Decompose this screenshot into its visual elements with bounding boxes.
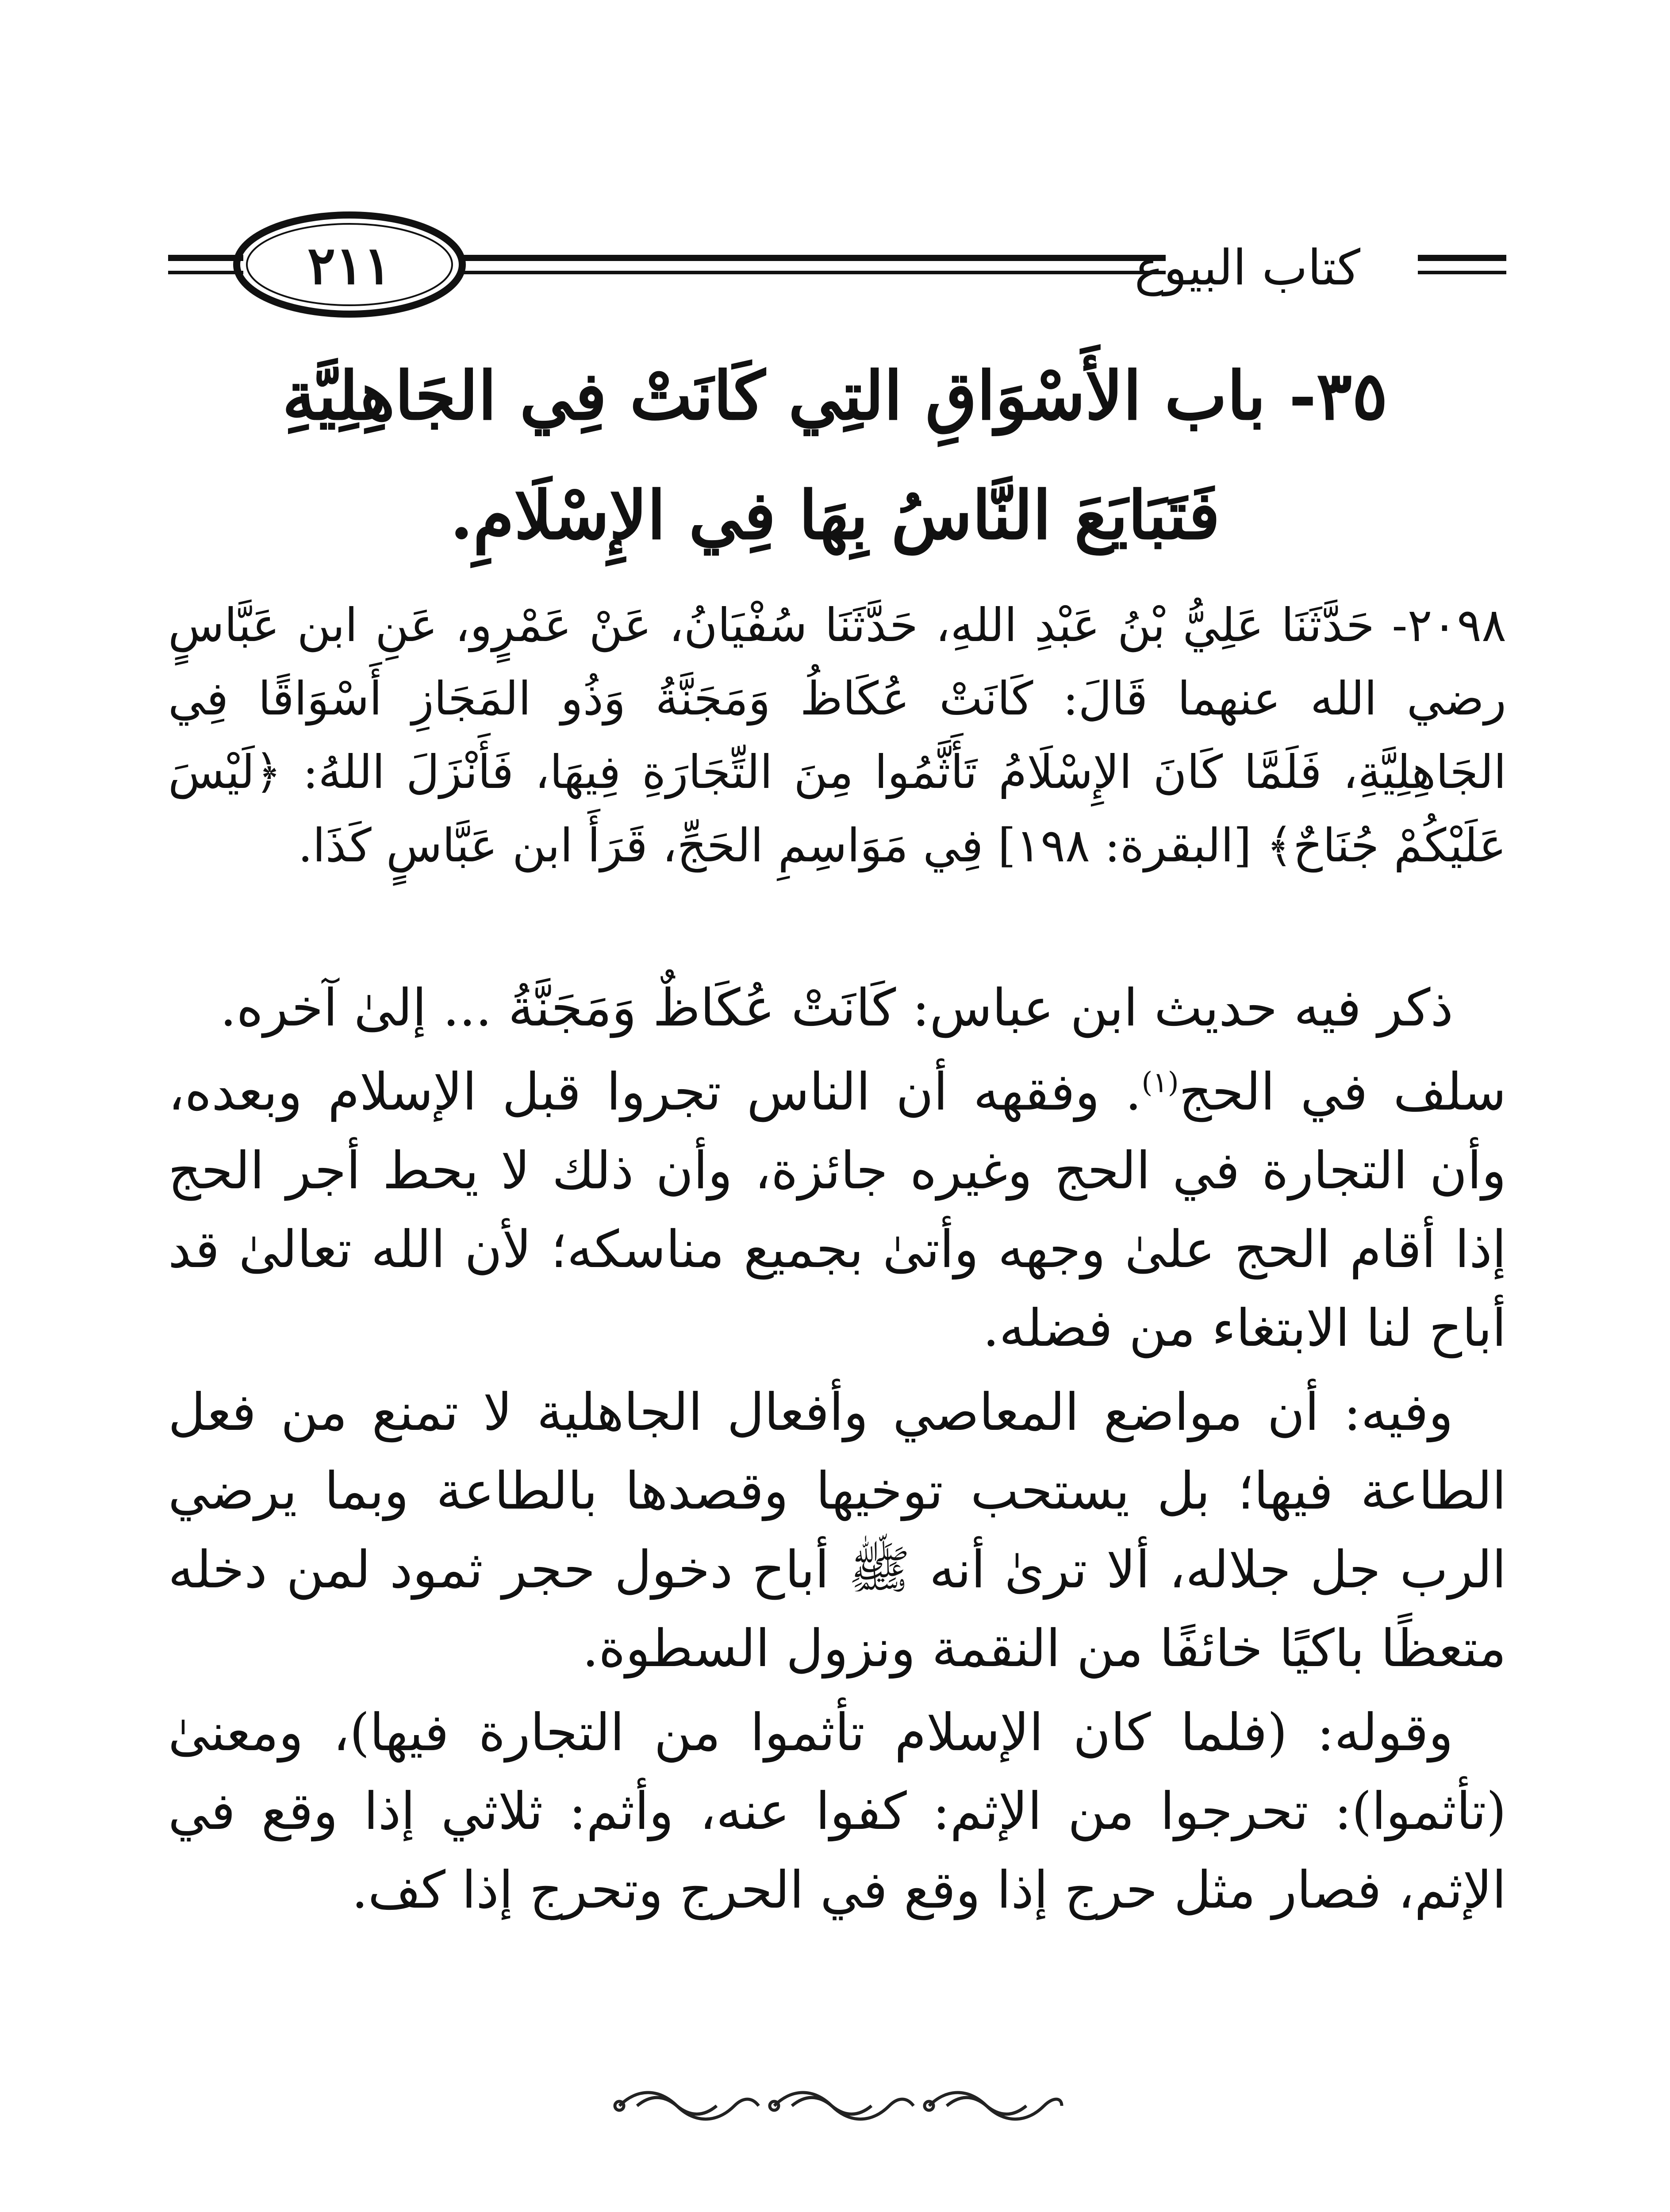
running-title: كتاب البيوع <box>1134 239 1360 296</box>
hadith-block <box>168 588 1506 882</box>
chapter-heading <box>155 336 1515 575</box>
chapter-heading-line-2: فَتَبَايَعَ النَّاسُ بِهَا فِي الإِسْلَامِ. <box>450 476 1220 554</box>
commentary-paragraph-2-rest: . وفقهه أن الناس تجروا قبل الإسلام وبعده، وأن التجارة في الحج وغيره جائزة، وأن ذلك لا يحط أجر الحج إذا أقام الحج علىٰ وجهه وأتىٰ بجميع مناسكه؛ لأن الله تعالىٰ قد أباح لنا الابتغاء من فضله. <box>168 1062 1506 1358</box>
commentary <box>168 969 1506 1935</box>
page-number: ٢١١ <box>307 234 392 296</box>
section-end-ornament <box>610 2079 1071 2132</box>
commentary-paragraph-2-start: سلف في الحج <box>1179 1062 1507 1122</box>
commentary-paragraph-3: وفيه: أن مواضع المعاصي وأفعال الجاهلية لا تمنع من فعل الطاعة فيها؛ بل يستحب توخيها وقصدها بالطاعة وبما يرضي الرب جل جلاله، ألا ترىٰ أنه ﷺ أباح دخول حجر ثمود لمن دخله متعظًا باكيًا خائفًا من النقمة ونزول السطوة. <box>168 1382 1506 1678</box>
footnote-reference[interactable]: (١) <box>1141 1066 1179 1099</box>
hadith-text: ٢٠٩٨- حَدَّثَنَا عَلِيُّ بْنُ عَبْدِ اللهِ، حَدَّثَنَا سُفْيَانُ، عَنْ عَمْرٍو، عَنِ ابن عَبَّاسٍ رضي الله عنهما قَالَ: كَانَتْ عُكَاظُ وَمَجَنَّةُ وَذُو المَجَازِ أَسْوَاقًا فِي الجَاهِلِيَّةِ، فَلَمَّا كَانَ الإِسْلَامُ تَأَثَّمُوا مِنَ التِّجَارَةِ فِيهَا، فَأَنْزَلَ اللهُ: ﴿لَيْسَ عَلَيْكُمْ جُنَاحٌ﴾ [البقرة: ١٩٨] فِي مَوَاسِمِ الحَجِّ، قَرَأَ ابن عَبَّاسٍ كَذَا. <box>168 598 1506 872</box>
commentary-paragraph-1: ذكر فيه حديث ابن عباس: كَانَتْ عُكَاظٌ وَمَجَنَّةُ ... إلىٰ آخره. <box>220 978 1453 1038</box>
chapter-heading-line-1: ٣٥- باب الأَسْوَاقِ التِي كَانَتْ فِي الجَاهِلِيَّةِ <box>282 357 1388 435</box>
running-header <box>168 208 1506 323</box>
commentary-paragraph-4: وقوله: (فلما كان الإسلام تأثموا من التجارة فيها)، ومعنىٰ (تأثموا): تحرجوا من الإثم: كفوا عنه، وأثم: ثلاثي إذا وقع في الإثم، فصار مثل حرج إذا وقع في الحرج وتحرج إذا كف. <box>168 1703 1506 1920</box>
commentary-paragraph-2 <box>168 1053 1506 1368</box>
